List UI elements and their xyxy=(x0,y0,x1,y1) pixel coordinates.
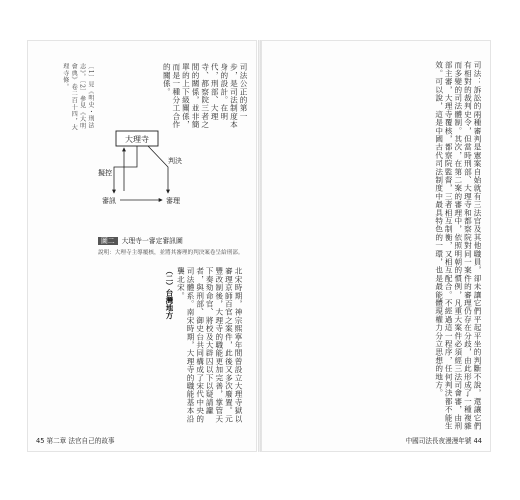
diagram-label-bottom-right: 審理 xyxy=(166,197,180,205)
diagram-label-right: 判決 xyxy=(168,157,182,165)
left-page xyxy=(27,40,257,452)
diagram-arrow-down xyxy=(114,146,137,193)
left-page-upper-text: 司法公正的第一步，是司法制度本身的設計。在明代，刑部、大理寺、都察院三者之間的關係，並非簡單的上下級關係，而是一種分工合作的關係。 xyxy=(162,63,248,129)
figure-title: 大理寺一審定審訊圖 xyxy=(121,237,183,245)
diagram-label-top: 大理寺 xyxy=(125,135,149,144)
left-page-footnotes: 〔1〕見《明史・刑法志》。〔2〕參見《大明會典》卷二百十四，大理寺條。 xyxy=(61,63,94,131)
diagram-label-left: 擬控 xyxy=(98,169,112,177)
figure-number: 圖二 xyxy=(98,237,118,245)
right-page-body-text: 司法：訴訟的兩種審判是憲案自始就有三法官及其他職員，卻未讓它們平起平坐的判斷不說，還讓它們有相對的裁判史令，但當時刑部、大理寺和都察院對同一案件的審理仍存在分歧，由此形成了一種複雜而多變的司法體制。其次，在第二案的審理中，依照明朝的慣例，凡重大案件必須經三法司會審，由刑部主審，大理寺覆核，都察院監督，三者相互制衡，又相互配合。不經過這一程序，任何判決都不能生效。可以說，這是中國古代司法制度中最具特色的一環，也是最能體現權力分立思想的地方。 xyxy=(434,61,482,430)
figure-caption xyxy=(98,235,183,245)
right-page xyxy=(261,40,491,452)
section-subheading: （二）台灣地方 xyxy=(165,267,174,319)
right-page-footer: 中國司法長夜漫漫年號 44 xyxy=(405,437,482,445)
diagram-label-bottom-left: 審訊 xyxy=(102,197,116,205)
left-page-footer: 45 第二章 法官自己的故事 xyxy=(36,437,115,445)
figure-note: 說明：大理寺主導覆核，並將其審理的判決案卷呈給刑部。 xyxy=(98,250,244,256)
diagram-arrow-judgment xyxy=(148,146,168,193)
left-page-lower-text: 北宋時期，神宗熙寧年間曾設立大理寺獄以審理京師百官之案件，此後又多次廢置。元豐改制後，大理寺的職能更加完善，掌管天下奏劾命官、將校及大辟囚以下以疑請讞者，與刑部、御史台共同構成了宋代中央的司法體系。南宋時期，大理寺的職能基本沿襲北宋。 xyxy=(176,267,243,423)
